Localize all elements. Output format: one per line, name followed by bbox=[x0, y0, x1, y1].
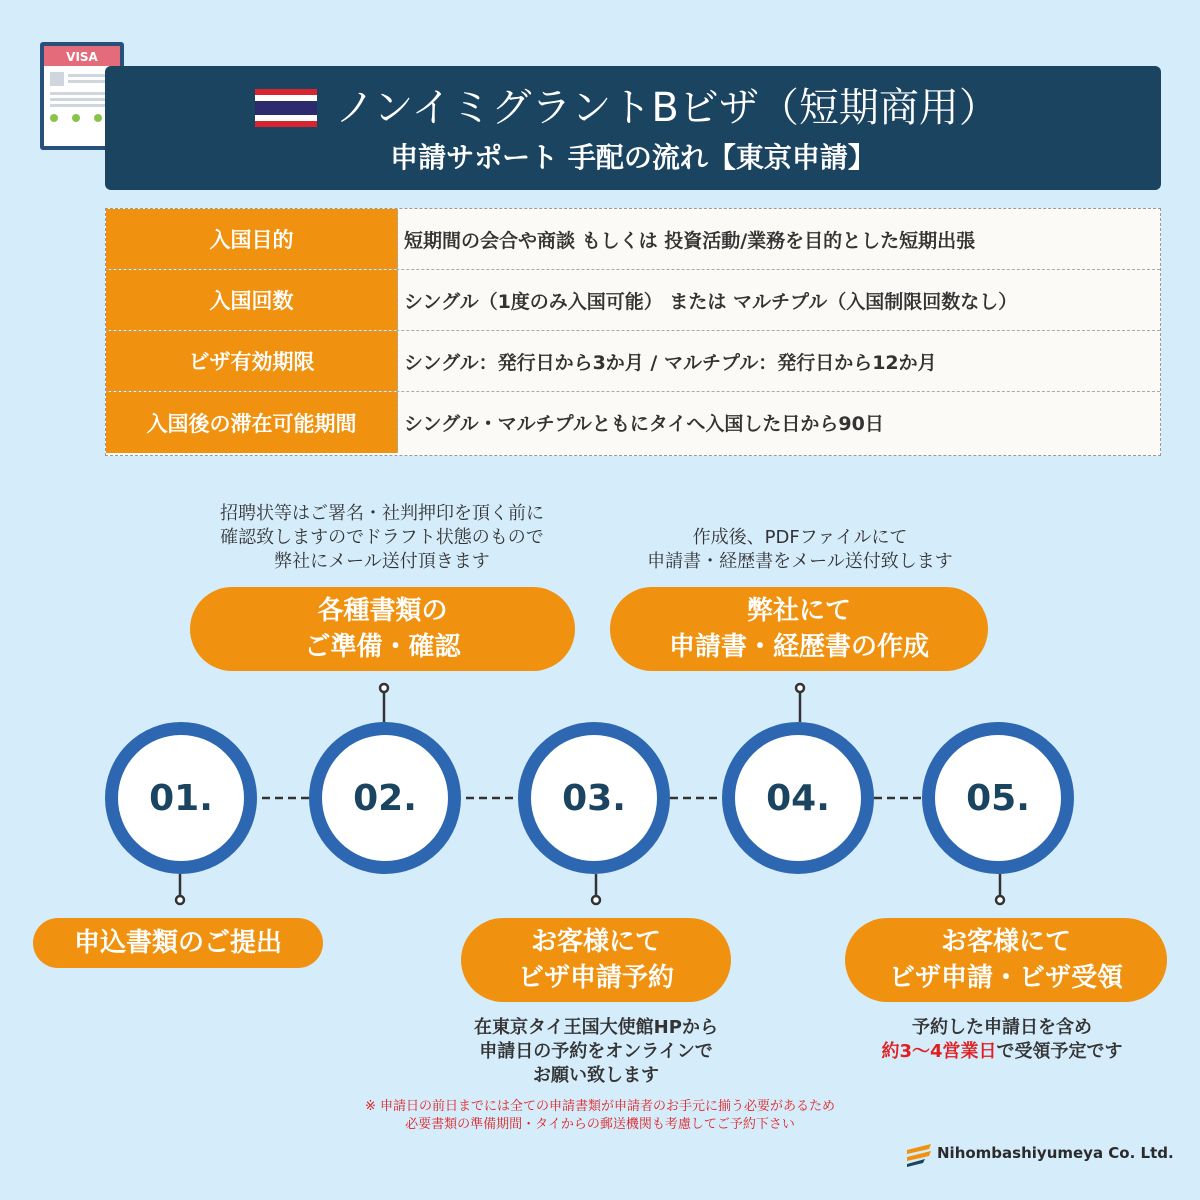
logo-mark-icon bbox=[905, 1140, 933, 1168]
step-04-note bbox=[600, 526, 1000, 574]
note-line: 作成後、PDFファイルにて bbox=[692, 527, 908, 548]
step-05-title bbox=[845, 918, 1167, 1002]
title-line: ご準備・確認 bbox=[304, 632, 461, 662]
delivery-estimate-highlight: 約3〜4営業日 bbox=[881, 1041, 997, 1062]
title-line: お客様にて bbox=[530, 927, 661, 957]
title-line: 申込書類のご提出 bbox=[73, 928, 282, 958]
step-02-note bbox=[182, 502, 582, 574]
note-rest: で受領予定です bbox=[996, 1041, 1123, 1062]
company-logo bbox=[905, 1138, 1175, 1168]
step-05-circle: 05. bbox=[922, 722, 1074, 874]
step-03-circle: 03. bbox=[518, 722, 670, 874]
step-04-title bbox=[610, 587, 988, 671]
fineprint-line: ※ 申請日の前日までには全ての申請書類が申請者のお手元に揃う必要があるため bbox=[364, 1099, 836, 1114]
row-label: 入国後の滞在可能期間 bbox=[106, 392, 398, 453]
title-line: ビザ申請予約 bbox=[517, 963, 674, 993]
row-label: ビザ有効期限 bbox=[106, 331, 398, 391]
note-line: お願い致します bbox=[533, 1065, 659, 1086]
note-line: 申請書・経歴書をメール送付致します bbox=[647, 551, 953, 572]
step-03-title bbox=[461, 918, 731, 1002]
step-03-note bbox=[396, 1016, 796, 1088]
title-line: 申請書・経歴書の作成 bbox=[668, 632, 929, 662]
visa-label: VISA bbox=[66, 50, 98, 64]
note-line: 在東京タイ王国大使館HPから bbox=[474, 1017, 718, 1038]
step-01-title bbox=[33, 918, 323, 968]
row-value: シングル（1度のみ入国可能） または マルチプル（入国制限回数なし） bbox=[404, 290, 1018, 313]
note-line: 申請日の予約をオンラインで bbox=[479, 1041, 713, 1062]
step-04-circle: 04. bbox=[722, 722, 874, 874]
title-line: 弊社にて bbox=[746, 596, 851, 626]
row-value: シングル：発行日から3か月 / マルチプル：発行日から12か月 bbox=[404, 351, 937, 374]
title-line: お客様にて bbox=[940, 927, 1071, 957]
step-05-note bbox=[802, 1016, 1200, 1064]
note-line bbox=[802, 1040, 1200, 1064]
row-value: 短期間の会合や商談 もしくは 投資活動/業務を目的とした短期出張 bbox=[404, 229, 976, 252]
note-line: 予約した申請日を含め bbox=[912, 1017, 1092, 1038]
note-line: 招聘状等はご署名・社判押印を頂く前に bbox=[220, 503, 544, 524]
fineprint-note bbox=[250, 1098, 950, 1134]
title-line: ビザ申請・ビザ受領 bbox=[888, 963, 1123, 993]
row-label: 入国回数 bbox=[106, 270, 398, 330]
row-value: シングル・マルチプルともにタイへ入国した日から90日 bbox=[404, 413, 884, 435]
note-line: 確認致しますのでドラフト状態のもので bbox=[220, 527, 544, 548]
step-02-circle: 02. bbox=[309, 722, 461, 874]
row-label: 入国目的 bbox=[106, 209, 398, 269]
fineprint-line: 必要書類の準備期間・タイからの郵送機関も考慮してご予約下さい bbox=[405, 1117, 795, 1132]
page-subtitle: 申請サポート 手配の流れ【東京申請】 bbox=[390, 141, 876, 174]
page-title: ノンイミグラントBビザ（短期商用） bbox=[335, 85, 999, 131]
note-line: 弊社にメール送付頂きます bbox=[274, 551, 490, 572]
step-01-circle: 01. bbox=[105, 722, 257, 874]
step-02-title bbox=[190, 587, 575, 671]
title-line: 各種書類の bbox=[317, 596, 448, 626]
company-name: Nihombashiyumeya Co. Ltd. bbox=[937, 1144, 1174, 1162]
